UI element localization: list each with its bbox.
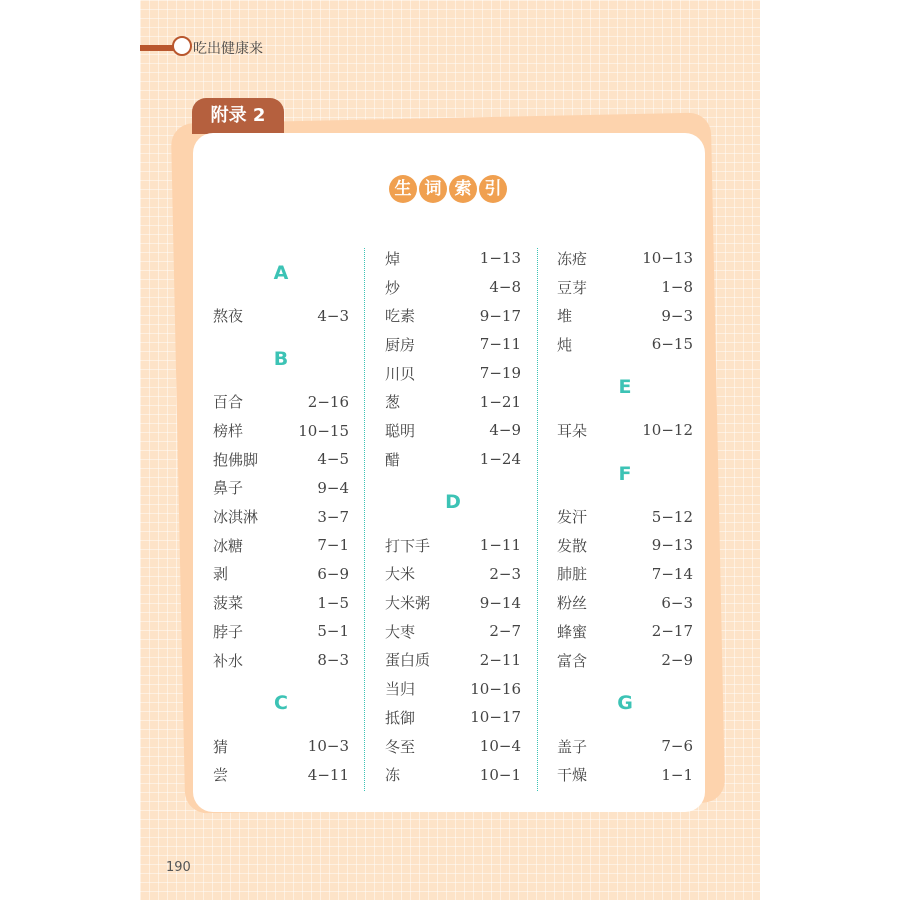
entry-ref: 4−8 (489, 278, 521, 297)
index-entry (385, 617, 521, 646)
index-entry (385, 674, 521, 703)
entry-ref: 5−12 (651, 507, 693, 526)
index-entry (213, 646, 349, 675)
index-entry (385, 588, 521, 617)
index-entry (385, 703, 521, 732)
index-entry (385, 416, 521, 445)
entry-ref: 10−13 (642, 249, 693, 268)
index-column-1 (213, 244, 349, 789)
entry-word: 大米粥 (385, 594, 431, 613)
index-entry (385, 560, 521, 589)
column-divider (364, 248, 365, 791)
letter-heading: G (617, 692, 633, 715)
header-logo-icon (172, 36, 192, 56)
entry-ref: 7−14 (651, 564, 693, 583)
entry-word: 聪明 (385, 421, 416, 440)
letter-heading: E (618, 376, 632, 399)
entry-word: 盖子 (557, 737, 588, 756)
entry-ref: 4−9 (489, 421, 521, 440)
entry-ref: 2−11 (479, 650, 521, 669)
index-entry (557, 531, 693, 560)
entry-word: 当归 (385, 680, 416, 699)
entry-ref: 10−3 (307, 737, 349, 756)
index-entry (213, 416, 349, 445)
entry-ref: 1−11 (479, 536, 521, 555)
entry-word: 豆芽 (557, 278, 588, 297)
entry-word: 打下手 (385, 536, 431, 555)
page-number: 190 (166, 860, 191, 875)
entry-word: 冻疮 (557, 249, 588, 268)
entry-word: 抵御 (385, 708, 416, 727)
entry-word: 吃素 (385, 307, 416, 326)
header-bar (140, 45, 176, 51)
entry-ref: 9−17 (479, 306, 521, 325)
entry-word: 大米 (385, 565, 416, 584)
entry-word: 熬夜 (213, 307, 244, 326)
entry-ref: 2−16 (307, 392, 349, 411)
index-entry (213, 445, 349, 474)
entry-word: 醋 (385, 450, 401, 469)
entry-ref: 9−14 (479, 593, 521, 612)
entry-ref: 10−4 (479, 737, 521, 756)
appendix-tab: 附录 2 (192, 98, 284, 134)
entry-word: 菠菜 (213, 594, 244, 613)
entry-word: 葱 (385, 393, 401, 412)
entry-ref: 10−12 (642, 421, 693, 440)
index-entry (557, 330, 693, 359)
entry-word: 粉丝 (557, 594, 588, 613)
entry-ref: 4−5 (317, 450, 349, 469)
letter-heading: D (445, 491, 461, 514)
index-entry (213, 560, 349, 589)
entry-word: 堆 (557, 307, 573, 326)
entry-word: 干燥 (557, 766, 588, 785)
index-title (389, 175, 507, 203)
entry-word: 富含 (557, 651, 588, 670)
entry-word: 冰糖 (213, 536, 244, 555)
index-entry (385, 732, 521, 761)
entry-ref: 6−3 (661, 593, 693, 612)
entry-word: 抱佛脚 (213, 450, 259, 469)
entry-word: 炖 (557, 335, 573, 354)
index-entry (213, 387, 349, 416)
entry-ref: 5−1 (317, 622, 349, 641)
index-entry (213, 732, 349, 761)
entry-ref: 6−9 (317, 564, 349, 583)
entry-ref: 7−19 (479, 364, 521, 383)
letter-heading: F (618, 462, 632, 485)
index-entry (557, 502, 693, 531)
index-entry (557, 760, 693, 789)
index-entry (213, 588, 349, 617)
entry-word: 尝 (213, 766, 229, 785)
index-entry (385, 646, 521, 675)
entry-word: 肺脏 (557, 565, 588, 584)
entry-ref: 10−16 (470, 679, 521, 698)
entry-ref: 9−4 (317, 478, 349, 497)
entry-ref: 2−3 (489, 564, 521, 583)
entry-ref: 10−1 (479, 765, 521, 784)
entry-ref: 7−1 (317, 536, 349, 555)
book-title: 吃出健康来 (193, 41, 263, 57)
entry-ref: 7−11 (479, 335, 521, 354)
column-divider (537, 248, 538, 791)
letter-heading: A (273, 261, 289, 284)
index-entry (557, 732, 693, 761)
entry-word: 补水 (213, 651, 244, 670)
entry-word: 厨房 (385, 335, 416, 354)
entry-ref: 1−13 (479, 249, 521, 268)
entry-ref: 7−6 (661, 737, 693, 756)
entry-ref: 2−7 (489, 622, 521, 641)
index-entry (557, 560, 693, 589)
index-column-2 (385, 244, 521, 789)
index-column-3 (557, 244, 693, 789)
title-char: 引 (479, 175, 507, 203)
letter-heading: C (274, 692, 288, 715)
index-entry (385, 330, 521, 359)
entry-word: 脖子 (213, 622, 244, 641)
entry-word: 百合 (213, 393, 244, 412)
entry-word: 鼻子 (213, 479, 244, 498)
entry-word: 大枣 (385, 622, 416, 641)
entry-word: 剥 (213, 565, 229, 584)
title-char: 词 (419, 175, 447, 203)
entry-ref: 6−15 (651, 335, 693, 354)
entry-ref: 1−21 (479, 392, 521, 411)
title-char: 生 (389, 175, 417, 203)
entry-ref: 9−3 (661, 306, 693, 325)
entry-word: 猜 (213, 737, 229, 756)
index-entry (385, 531, 521, 560)
entry-ref: 10−17 (470, 708, 521, 727)
index-entry (213, 760, 349, 789)
entry-ref: 1−1 (661, 765, 693, 784)
index-entry (385, 445, 521, 474)
index-entry (213, 531, 349, 560)
entry-word: 蜂蜜 (557, 622, 588, 641)
index-entry (213, 474, 349, 503)
entry-word: 焯 (385, 249, 401, 268)
index-entry (557, 588, 693, 617)
entry-word: 冰淇淋 (213, 508, 259, 527)
entry-ref: 10−15 (298, 421, 349, 440)
index-entry (385, 273, 521, 302)
entry-ref: 1−24 (479, 450, 521, 469)
index-entry (385, 760, 521, 789)
entry-word: 发汗 (557, 508, 588, 527)
entry-word: 蛋白质 (385, 651, 431, 670)
entry-word: 榜样 (213, 422, 244, 440)
entry-word: 炒 (385, 278, 401, 297)
index-entry (385, 244, 521, 273)
entry-word: 川贝 (385, 364, 416, 383)
index-entry (385, 359, 521, 388)
entry-ref: 1−5 (317, 593, 349, 612)
index-entry (213, 502, 349, 531)
entry-ref: 2−9 (661, 651, 693, 669)
index-entry (557, 617, 693, 646)
index-entry (557, 273, 693, 302)
index-entry (557, 646, 693, 675)
index-entry (557, 416, 693, 445)
entry-ref: 4−3 (317, 306, 349, 325)
entry-ref: 2−17 (651, 622, 693, 641)
entry-word: 冬至 (385, 737, 416, 756)
index-entry (213, 617, 349, 646)
entry-ref: 8−3 (317, 651, 349, 669)
entry-ref: 1−8 (661, 278, 693, 297)
entry-ref: 3−7 (317, 507, 349, 526)
letter-heading: B (273, 347, 289, 370)
index-entry (557, 301, 693, 330)
entry-word: 冻 (385, 766, 401, 785)
index-entry (385, 387, 521, 416)
index-entry (213, 301, 349, 330)
entry-ref: 4−11 (307, 765, 349, 784)
entry-word: 发散 (557, 536, 588, 555)
entry-word: 耳朵 (557, 421, 588, 440)
index-entry (557, 244, 693, 273)
title-char: 索 (449, 175, 477, 203)
entry-ref: 9−13 (651, 536, 693, 555)
index-entry (385, 301, 521, 330)
